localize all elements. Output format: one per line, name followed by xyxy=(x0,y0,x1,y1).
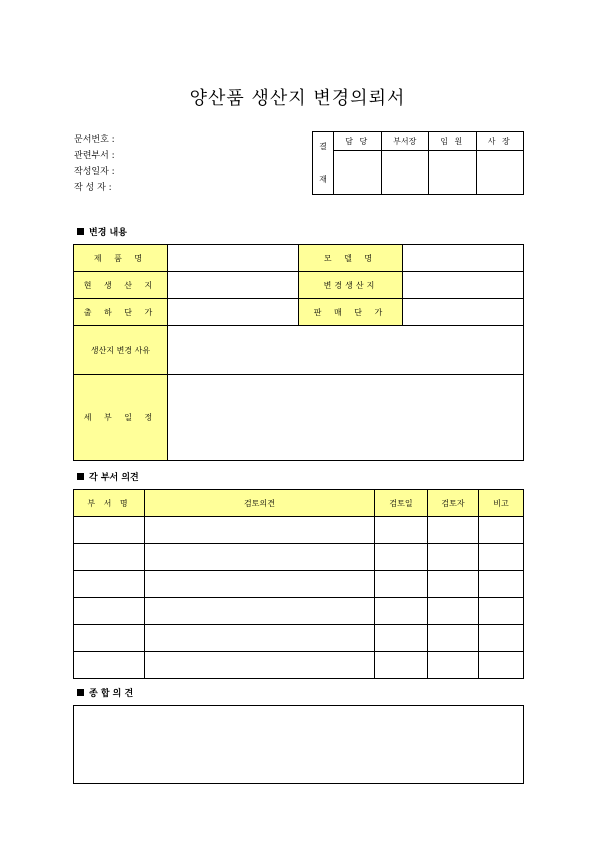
summary-opinion-field[interactable] xyxy=(73,705,524,784)
approval-col-president: 사 장 xyxy=(476,132,524,151)
dept-name-cell[interactable] xyxy=(74,598,145,625)
review-date-cell[interactable] xyxy=(375,652,428,679)
model-name-label: 모 델 명 xyxy=(299,245,403,272)
review-date-cell[interactable] xyxy=(375,517,428,544)
approval-sign-dept-head[interactable] xyxy=(381,151,429,195)
page-title: 양산품 생산지 변경의뢰서 xyxy=(189,88,406,109)
review-opinion-cell[interactable] xyxy=(145,625,375,652)
doc-number-row xyxy=(74,132,115,148)
change-section-heading-text: 변경 내용 xyxy=(89,228,127,238)
sale-price-label: 판 매 단 가 xyxy=(299,299,403,326)
review-date-cell[interactable] xyxy=(375,598,428,625)
dept-opinion-table xyxy=(73,489,524,679)
review-opinion-cell[interactable] xyxy=(145,517,375,544)
schedule-label: 세 부 일 정 xyxy=(74,375,168,461)
review-date-cell[interactable] xyxy=(375,571,428,598)
dept-section-heading xyxy=(77,470,139,483)
dept-name-cell[interactable] xyxy=(74,625,145,652)
remarks-cell[interactable] xyxy=(479,625,524,652)
reviewer-cell[interactable] xyxy=(428,625,479,652)
review-date-cell[interactable] xyxy=(375,544,428,571)
review-opinion-cell[interactable] xyxy=(145,598,375,625)
table-row xyxy=(74,652,524,679)
date-label: 작성일자 : xyxy=(74,167,115,177)
change-reason-label: 생산지 변경 사유 xyxy=(74,326,168,375)
col-review-opinion: 검토의견 xyxy=(145,490,375,517)
reviewer-cell[interactable] xyxy=(428,598,479,625)
product-name-label: 제 품 명 xyxy=(74,245,168,272)
review-opinion-cell[interactable] xyxy=(145,571,375,598)
reviewer-cell[interactable] xyxy=(428,517,479,544)
remarks-cell[interactable] xyxy=(479,544,524,571)
summary-section-heading-text: 종 합 의 견 xyxy=(89,689,134,699)
author-label: 작 성 자 : xyxy=(74,183,112,193)
square-bullet-icon xyxy=(77,689,84,696)
shipping-price-field[interactable] xyxy=(168,299,299,326)
table-row xyxy=(74,517,524,544)
current-site-field[interactable] xyxy=(168,272,299,299)
reviewer-cell[interactable] xyxy=(428,652,479,679)
reviewer-cell[interactable] xyxy=(428,544,479,571)
dept-name-cell[interactable] xyxy=(74,571,145,598)
reviewer-cell[interactable] xyxy=(428,571,479,598)
square-bullet-icon xyxy=(77,473,84,480)
doc-number-label: 문서번호 : xyxy=(74,135,115,145)
approval-table xyxy=(312,131,524,195)
shipping-price-label: 출 하 단 가 xyxy=(74,299,168,326)
change-detail-table xyxy=(73,244,524,461)
dept-section-heading-text: 각 부서 의견 xyxy=(89,473,139,483)
schedule-field[interactable] xyxy=(168,375,524,461)
sale-price-field[interactable] xyxy=(403,299,524,326)
square-bullet-icon xyxy=(77,228,84,235)
col-dept-name: 부 서 명 xyxy=(74,490,145,517)
approval-side-label xyxy=(313,132,334,195)
table-row xyxy=(74,625,524,652)
approval-sign-executive[interactable] xyxy=(429,151,477,195)
table-row xyxy=(74,598,524,625)
document-meta xyxy=(74,132,115,196)
related-dept-label: 관련부서 : xyxy=(74,151,115,161)
approval-col-executive: 임 원 xyxy=(429,132,477,151)
remarks-cell[interactable] xyxy=(479,598,524,625)
related-dept-row xyxy=(74,148,115,164)
table-row xyxy=(74,571,524,598)
dept-name-cell[interactable] xyxy=(74,517,145,544)
col-review-date: 검토일 xyxy=(375,490,428,517)
approval-side-bottom: 재 xyxy=(319,175,327,184)
change-section-heading xyxy=(77,225,127,238)
author-row xyxy=(74,180,115,196)
review-date-cell[interactable] xyxy=(375,625,428,652)
change-reason-field[interactable] xyxy=(168,326,524,375)
date-row xyxy=(74,164,115,180)
model-name-field[interactable] xyxy=(403,245,524,272)
remarks-cell[interactable] xyxy=(479,652,524,679)
dept-name-cell[interactable] xyxy=(74,652,145,679)
approval-side-top: 결 xyxy=(319,142,327,151)
approval-col-staff: 담 당 xyxy=(334,132,382,151)
col-remarks: 비고 xyxy=(479,490,524,517)
approval-col-dept-head: 부서장 xyxy=(381,132,429,151)
current-site-label: 현 생 산 지 xyxy=(74,272,168,299)
dept-name-cell[interactable] xyxy=(74,544,145,571)
approval-sign-president[interactable] xyxy=(476,151,524,195)
summary-section-heading xyxy=(77,686,133,699)
approval-sign-staff[interactable] xyxy=(334,151,382,195)
new-site-label: 변경생산지 xyxy=(299,272,403,299)
product-name-field[interactable] xyxy=(168,245,299,272)
col-reviewer: 검토자 xyxy=(428,490,479,517)
review-opinion-cell[interactable] xyxy=(145,652,375,679)
table-row xyxy=(74,544,524,571)
review-opinion-cell[interactable] xyxy=(145,544,375,571)
remarks-cell[interactable] xyxy=(479,517,524,544)
remarks-cell[interactable] xyxy=(479,571,524,598)
new-site-field[interactable] xyxy=(403,272,524,299)
